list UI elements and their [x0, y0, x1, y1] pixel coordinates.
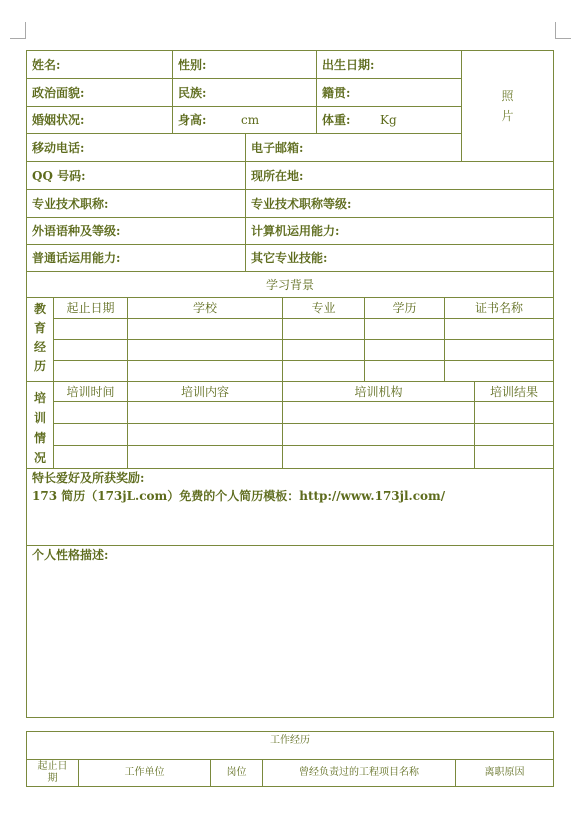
training-cell[interactable] — [282, 401, 475, 424]
side-label-char: 情 — [33, 430, 46, 445]
education-cell[interactable] — [282, 318, 365, 340]
education-cell[interactable] — [364, 318, 445, 340]
birth-date-field[interactable] — [316, 50, 462, 79]
work-header-position — [210, 759, 263, 787]
professional-title-field[interactable] — [26, 189, 246, 218]
training-cell[interactable] — [127, 423, 283, 446]
column-header: 培训结果 — [489, 384, 538, 399]
column-header: 起止日期 — [37, 761, 68, 784]
training-header-institution — [282, 381, 475, 402]
height-field[interactable] — [172, 106, 317, 134]
personality-description-field[interactable] — [26, 545, 554, 718]
birth-date-label: 出生日期: — [322, 57, 375, 72]
photo-box[interactable] — [461, 50, 554, 162]
email-field[interactable] — [245, 133, 462, 162]
crop-mark-top-right-vertical — [555, 22, 556, 39]
work-header-leaving-reason — [455, 759, 554, 787]
computer-skills-field[interactable] — [245, 217, 554, 245]
native-place-label: 籍贯: — [322, 85, 351, 100]
column-header: 学校 — [192, 301, 217, 315]
work-experience-title: 工作经历 — [270, 735, 310, 746]
professional-title-level-label: 专业技术职称等级: — [251, 196, 352, 211]
other-skills-label: 其它专业技能: — [251, 251, 328, 265]
education-header-school — [127, 297, 283, 319]
training-cell[interactable] — [474, 445, 554, 469]
professional-title-label: 专业技术职称: — [32, 196, 109, 211]
crop-mark-top-right-horizontal — [555, 38, 571, 39]
education-cell[interactable] — [53, 318, 128, 340]
name-field[interactable] — [26, 50, 173, 79]
side-label-char: 况 — [33, 450, 46, 465]
training-cell[interactable] — [127, 445, 283, 469]
qq-field[interactable] — [26, 161, 246, 190]
current-location-field[interactable] — [245, 161, 554, 190]
training-cell[interactable] — [53, 401, 128, 424]
work-header-dates — [26, 759, 79, 787]
hobbies-awards-label: 特长爱好及所获奖励: — [32, 471, 145, 485]
weight-field[interactable] — [316, 106, 462, 134]
weight-unit: Kg — [380, 113, 397, 127]
native-place-field[interactable] — [316, 78, 462, 107]
current-location-label: 现所在地: — [251, 168, 304, 183]
education-header-major — [282, 297, 365, 319]
education-cell[interactable] — [364, 339, 445, 361]
political-status-field[interactable] — [26, 78, 173, 107]
education-cell[interactable] — [127, 360, 283, 382]
photo-placeholder-char: 片 — [501, 109, 514, 123]
side-label-char: 培 — [33, 390, 46, 405]
education-cell[interactable] — [53, 360, 128, 382]
gender-field[interactable] — [172, 50, 317, 79]
column-header: 起止日期 — [66, 301, 115, 315]
side-label-char: 历 — [33, 359, 46, 373]
training-cell[interactable] — [53, 423, 128, 446]
training-side-label — [26, 381, 54, 469]
column-header: 证书名称 — [474, 301, 523, 315]
training-cell[interactable] — [282, 445, 475, 469]
column-header: 专业 — [311, 301, 336, 315]
gender-label: 性别: — [178, 57, 207, 72]
political-status-label: 政治面貌: — [32, 85, 85, 100]
training-cell[interactable] — [474, 401, 554, 424]
height-unit: cm — [241, 113, 260, 127]
education-cell[interactable] — [282, 360, 365, 382]
column-header: 培训机构 — [354, 384, 403, 399]
training-header-time — [53, 381, 128, 402]
training-header-content — [127, 381, 283, 402]
education-cell[interactable] — [53, 339, 128, 361]
marital-status-label: 婚姻状况: — [32, 113, 85, 127]
education-cell[interactable] — [127, 318, 283, 340]
education-cell[interactable] — [444, 339, 554, 361]
column-header: 岗位 — [226, 767, 247, 778]
foreign-language-field[interactable] — [26, 217, 246, 245]
education-header-dates — [53, 297, 128, 319]
education-cell[interactable] — [444, 360, 554, 382]
work-header-projects — [262, 759, 456, 787]
crop-mark-top-left-vertical — [25, 22, 26, 39]
column-header: 培训内容 — [180, 384, 229, 399]
column-header: 培训时间 — [66, 384, 115, 399]
crop-mark-top-left-horizontal — [10, 38, 26, 39]
mobile-field[interactable] — [26, 133, 246, 162]
education-header-degree — [364, 297, 445, 319]
work-header-employer — [78, 759, 211, 787]
education-header-certificate — [444, 297, 554, 319]
ethnicity-label: 民族: — [178, 85, 207, 100]
education-side-label — [26, 297, 54, 382]
column-header: 离职原因 — [484, 767, 525, 778]
weight-label: 体重: — [322, 113, 351, 127]
other-skills-field[interactable] — [245, 244, 554, 272]
photo-placeholder-char: 照 — [501, 89, 514, 103]
training-cell[interactable] — [53, 445, 128, 469]
name-label: 姓名: — [32, 57, 61, 72]
mandarin-label: 普通话运用能力: — [32, 251, 121, 265]
personality-description-label: 个人性格描述: — [32, 548, 109, 562]
qq-label: QQ 号码: — [32, 168, 86, 183]
section-title: 学习背景 — [265, 277, 314, 292]
ethnicity-field[interactable] — [172, 78, 317, 107]
training-cell[interactable] — [127, 401, 283, 424]
side-label-char: 经 — [33, 340, 46, 354]
hobbies-awards-field[interactable] — [26, 468, 554, 546]
training-header-result — [474, 381, 554, 402]
education-cell[interactable] — [444, 318, 554, 340]
side-label-char: 训 — [33, 410, 46, 425]
education-cell[interactable] — [127, 339, 283, 361]
mandarin-field[interactable] — [26, 244, 246, 272]
study-background-header — [26, 271, 554, 298]
side-label-char: 育 — [33, 321, 46, 335]
height-label: 身高: — [178, 113, 207, 127]
work-experience-title-row — [26, 731, 554, 760]
marital-status-field[interactable] — [26, 106, 173, 134]
mobile-label: 移动电话: — [32, 140, 85, 155]
education-cell[interactable] — [282, 339, 365, 361]
template-source-text: 173 简历（173jL.com）免费的个人简历模板：http://www.173jl.com/ — [32, 489, 446, 503]
professional-title-level-field[interactable] — [245, 189, 554, 218]
education-cell[interactable] — [364, 360, 445, 382]
computer-skills-label: 计算机运用能力: — [251, 224, 340, 238]
training-cell[interactable] — [282, 423, 475, 446]
column-header: 工作单位 — [124, 767, 165, 778]
side-label-char: 教 — [33, 302, 46, 316]
column-header: 曾经负责过的工程项目名称 — [299, 767, 419, 778]
email-label: 电子邮箱: — [251, 140, 304, 155]
column-header: 学历 — [392, 301, 417, 315]
foreign-language-label: 外语语种及等级: — [32, 224, 121, 238]
training-cell[interactable] — [474, 423, 554, 446]
